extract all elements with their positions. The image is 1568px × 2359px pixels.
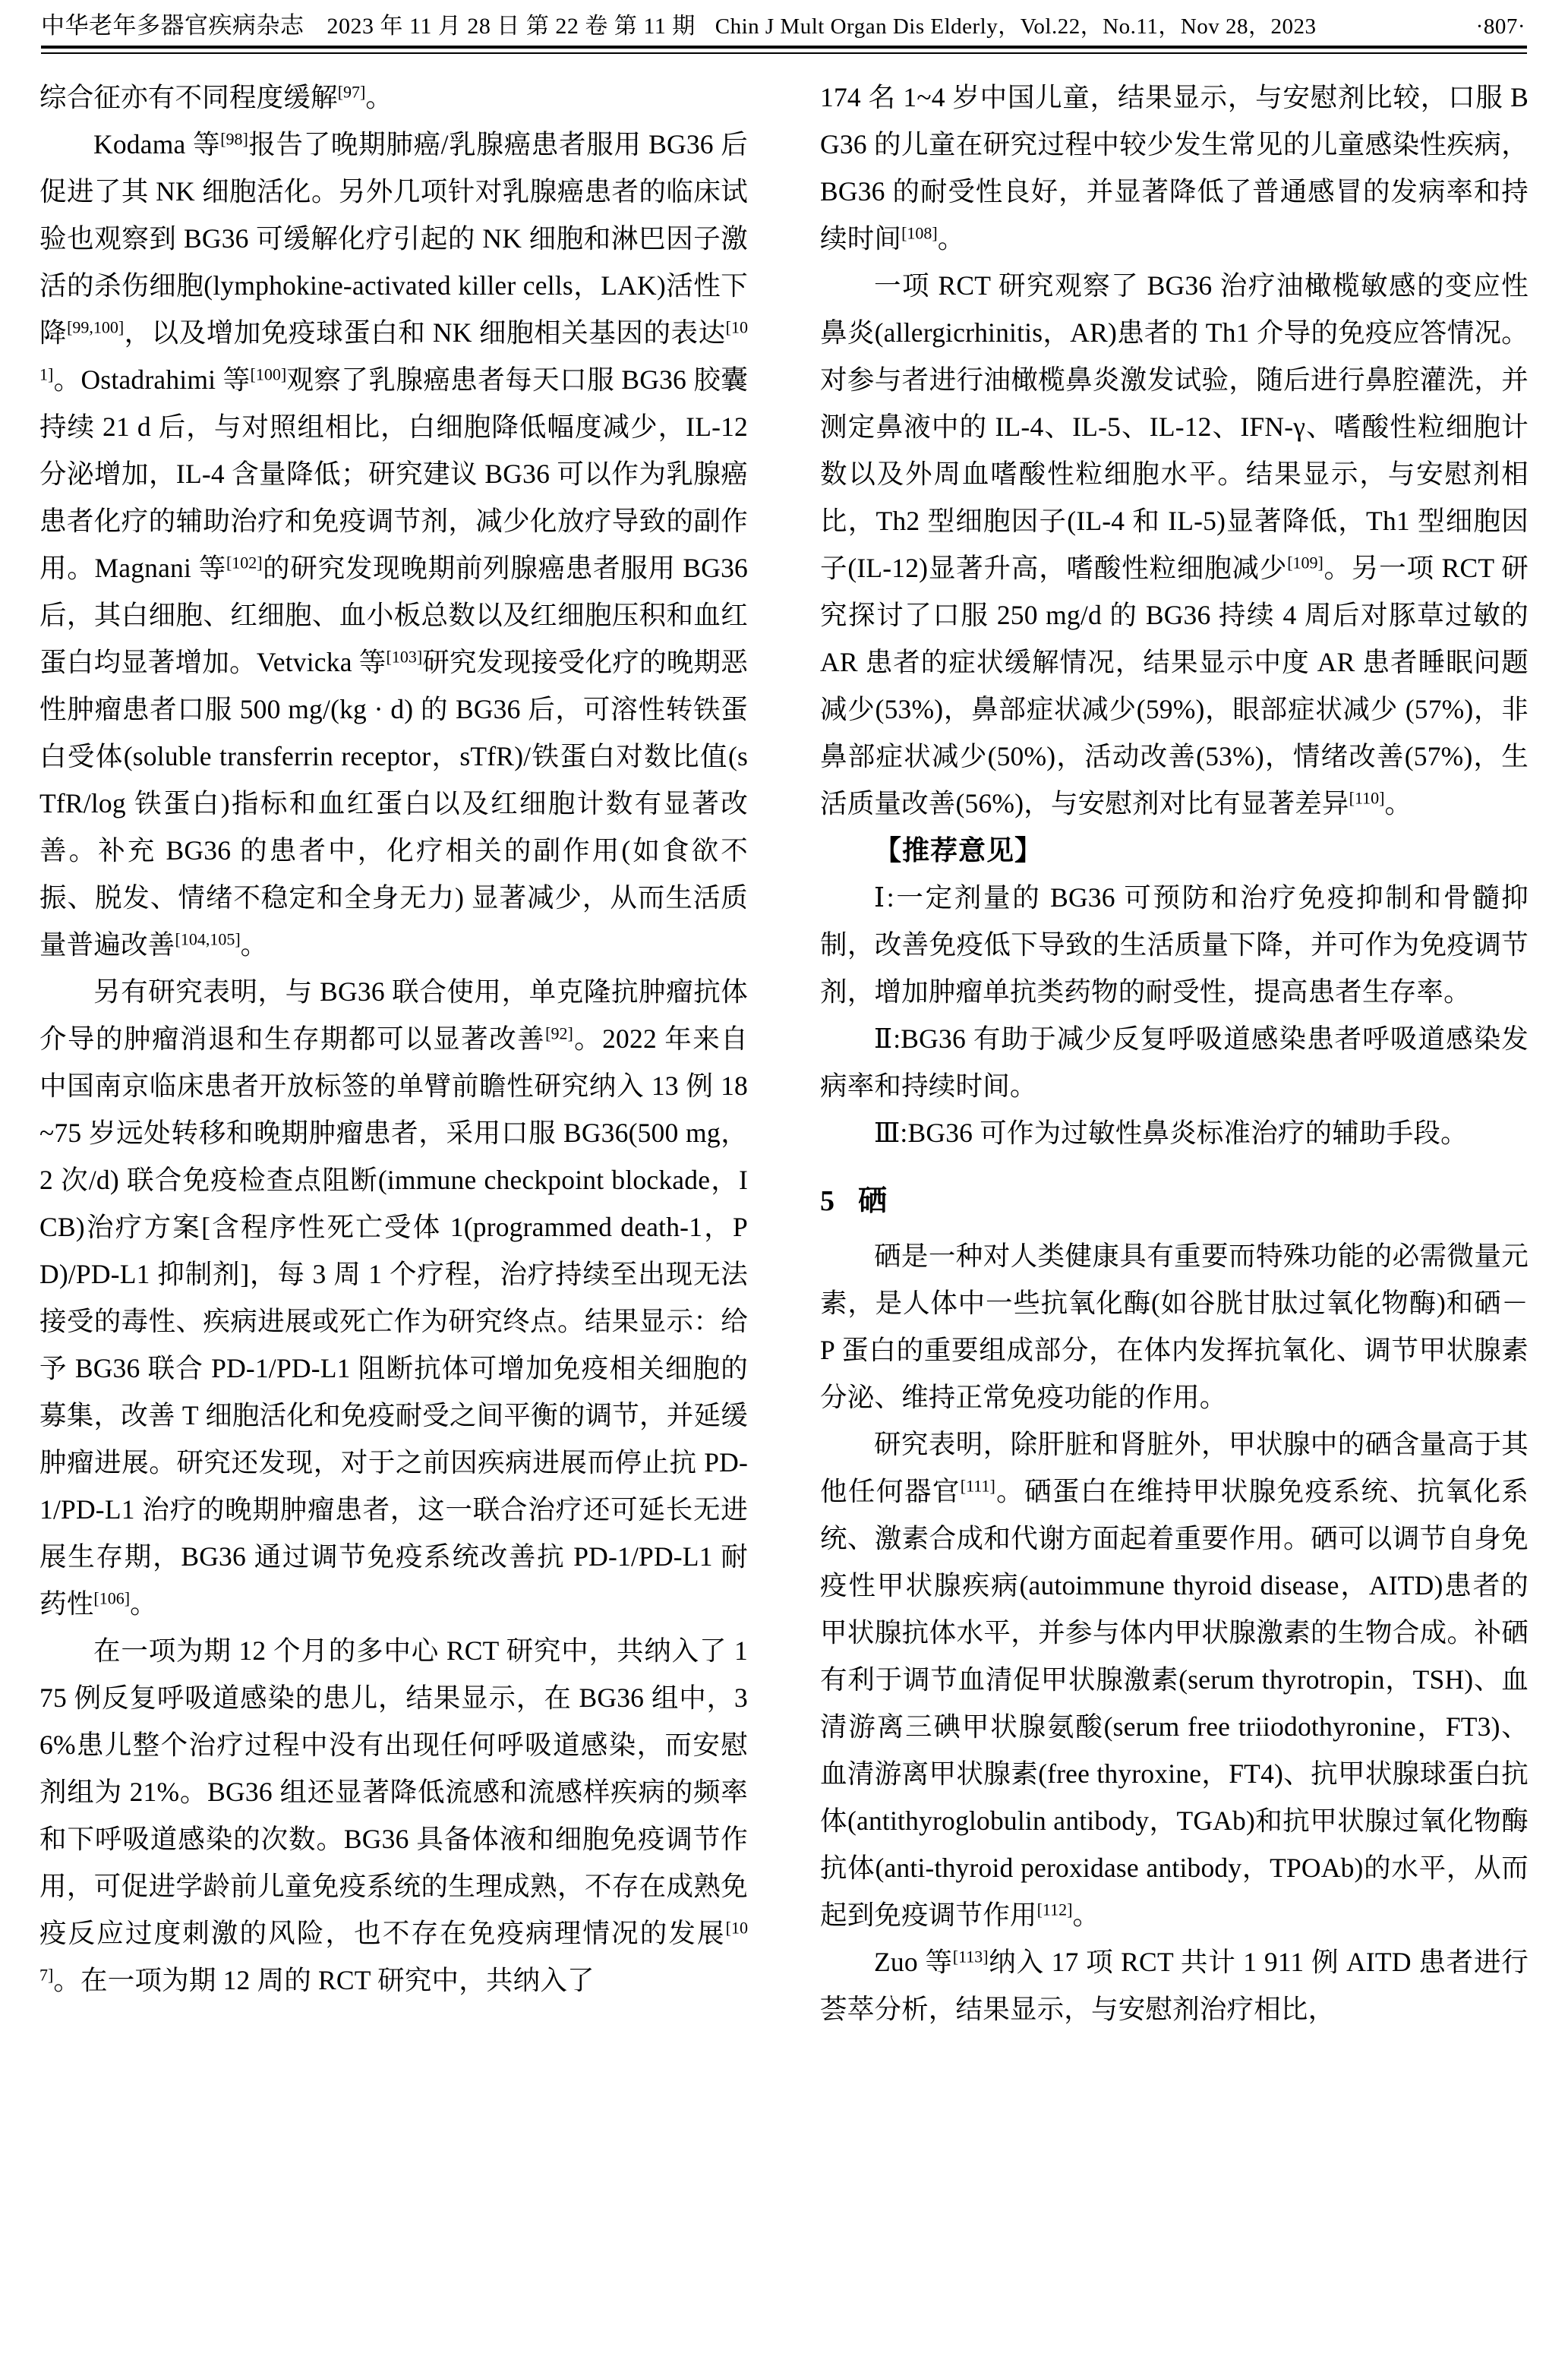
text-run: 。Ostadrahimi 等 xyxy=(53,364,251,395)
text-run: 研究表明，除肝脏和肾脏外，甲状腺中的硒含量高于其他任何器官 xyxy=(820,1429,1529,1506)
paragraph-allergic-rhinitis xyxy=(820,262,1529,827)
text-run: 研究发现接受化疗的晚期恶性肿瘤患者口服 500 mg/(kg · d) 的 BG36 后，可溶性转铁蛋白受体(soluble transferrin receptor，sTfR)/铁蛋白对数比值(sTfR/log 铁蛋白)指标和血红蛋白以及红细胞计数有显著改善。补充 BG36 的患者中，化疗相关的副作用(如食欲不振、脱发、情绪不稳定和全身无力) 显著减少，从而生活质量普遍改善 xyxy=(39,647,748,960)
running-head-date-cn: 2023 年 11 月 28 日 第 22 卷 第 11 期 xyxy=(327,14,696,39)
paragraph-selenium-intro: 硒是一种对人类健康具有重要而特殊功能的必需微量元素，是人体中一些抗氧化酶(如谷胱甘肽过氧化物酶)和硒－P 蛋白的重要组成部分，在体内发挥抗氧化、调节甲状腺素分泌、维持正常免疫功能的作用。 xyxy=(820,1241,1529,1412)
citation-ref: [92] xyxy=(545,1023,573,1043)
recommendation-item-1: Ⅰ:一定剂量的 BG36 可预防和治疗免疫抑制和骨髓抑制，改善免疫低下导致的生活质量下降，并可作为免疫调节剂，增加肿瘤单抗类药物的耐受性，提高患者生存率。 xyxy=(820,882,1529,1007)
paragraph-zuo-meta-analysis xyxy=(820,1938,1529,2033)
paragraph-selenium-thyroid xyxy=(820,1421,1529,1938)
citation-ref: [113] xyxy=(952,1947,989,1966)
text-run: 174 名 1~4 岁中国儿童，结果显示，与安慰剂比较，口服 BG36 的儿童在研究过程中较少发生常见的儿童感染性疾病，BG36 的耐受性良好，并显著降低了普通感冒的发病率和持续时间 xyxy=(820,82,1529,254)
citation-ref: [111] xyxy=(960,1476,995,1496)
text-run: 。另一项 RCT 研究探讨了口服 250 mg/d 的 BG36 持续 4 周后对豚草过敏的 AR 患者的症状缓解情况，结果显示中度 AR 患者睡眠问题减少(53%)，鼻部症状减少(59%)，眼部症状减少 (57%)，非鼻部症状减少(50%)，活动改善(53%)，情绪改善(57%)，生活质量改善(56%)，与安慰剂对比有显著差异 xyxy=(820,553,1529,818)
paragraph-rct-12-month xyxy=(39,1627,748,2004)
text-run: Zuo 等 xyxy=(874,1947,953,1977)
text-run: 。 xyxy=(365,82,393,112)
text-run: Kodama 等 xyxy=(93,129,221,159)
text-run: 。 xyxy=(1384,788,1412,818)
text-run: 。 xyxy=(130,1588,157,1619)
running-head xyxy=(39,14,1529,38)
divider-thin-line xyxy=(41,52,1527,54)
right-column xyxy=(820,74,1529,2033)
citation-ref: [104,105] xyxy=(175,929,241,949)
citation-ref: [106] xyxy=(93,1588,131,1608)
page-number: ·807· xyxy=(1475,14,1525,39)
citation-ref: [107] xyxy=(39,1918,748,1985)
two-column-body xyxy=(39,74,1529,2033)
citation-ref: [103] xyxy=(386,647,423,667)
text-run: 在一项为期 12 个月的多中心 RCT 研究中，共纳入了 175 例反复呼吸道感染的患儿，结果显示，在 BG36 组中，36%患儿整个治疗过程中没有出现任何呼吸道感染，而安慰剂组为 21%。BG36 组还显著降低流感和流感样疾病的频率和下呼吸道感染的次数。BG36 具备体液和细胞免疫调节作用，可促进学龄前儿童免疫系统的生理成熟，不存在成熟免疫反应过度刺激的风险，也不存在免疫病理情况的发展 xyxy=(39,1635,748,1948)
text-run: ，以及增加免疫球蛋白和 NK 细胞相关基因的表达 xyxy=(124,317,726,348)
citation-ref: [100] xyxy=(250,364,287,384)
text-run: 另有研究表明，与 BG36 联合使用，单克隆抗肿瘤抗体介导的肿瘤消退和生存期都可以显著改善 xyxy=(39,976,748,1054)
text-run: 报告了晚期肺癌/乳腺癌患者服用 BG36 后促进了其 NK 细胞活化。另外几项针对乳腺癌患者的临床试验也观察到 BG36 可缓解化疗引起的 NK 细胞和淋巴因子激活的杀伤细胞(lymphokine-activated killer cells，LAK)活性下降 xyxy=(39,129,748,348)
divider-thick-line xyxy=(41,46,1527,49)
paragraph-rct-12-week-continued xyxy=(820,74,1529,262)
paragraph-kodama xyxy=(39,121,748,968)
citation-ref: [98] xyxy=(220,129,248,149)
text-run: 。 xyxy=(1072,1900,1100,1930)
paragraph-monoclonal-antibody xyxy=(39,968,748,1627)
citation-ref: [110] xyxy=(1349,788,1385,808)
running-head-journal-en: Chin J Mult Organ Dis Elderly，Vol.22，No.11，Nov 28，2023 xyxy=(715,14,1317,39)
text-run: 的研究发现晚期前列腺癌患者服用 BG36 后，其白细胞、红细胞、血小板总数以及红细胞压积和血红蛋白均显著增加。Vetvicka 等 xyxy=(39,553,748,677)
citation-ref: [99,100] xyxy=(67,317,125,337)
citation-ref: [109] xyxy=(1287,553,1323,572)
text-run: 。 xyxy=(937,223,965,254)
text-run: 纳入 17 项 RCT 共计 1 911 例 AITD 患者进行荟萃分析，结果显示，与安慰剂治疗相比， xyxy=(820,1947,1529,2024)
recommendation-item-3: Ⅲ:BG36 可作为过敏性鼻炎标准治疗的辅助手段。 xyxy=(874,1118,1468,1148)
text-run: 观察了乳腺癌患者每天口服 BG36 胶囊持续 21 d 后，与对照组相比，白细胞降低幅度减少，IL-12 分泌增加，IL-4 含量降低；研究建议 BG36 可以作为乳腺癌患者化疗的辅助治疗和免疫调节剂，减少化放疗导致的副作用。Magnani 等 xyxy=(39,364,748,583)
running-head-journal-cn: 中华老年多器官疾病杂志 xyxy=(41,12,304,39)
recommendation-heading: 【推荐意见】 xyxy=(874,835,1043,866)
text-run: 。2022 年来自中国南京临床患者开放标签的单臂前瞻性研究纳入 13 例 18~75 岁远处转移和晚期肿瘤患者，采用口服 BG36(500 mg，2 次/d) 联合免疫检查点阻断(immune checkpoint blockade，ICB)治疗方案[含程序性死亡受体 1(programmed death-1，PD)/PD-L1 抑制剂]，每 3 周 1 个疗程，治疗持续至出现无法接受的毒性、疾病进展或死亡作为研究终点。结果显示：给予 BG36 联合 PD-1/PD-L1 阻断抗体可增加免疫相关细胞的募集，改善 T 细胞活化和免疫耐受之间平衡的调节，并延缓肿瘤进展。研究还发现，对于之前因疾病进展而停止抗 PD-1/PD-L1 治疗的晚期肿瘤患者，这一联合治疗还可延长无进展生存期，BG36 通过调节免疫系统改善抗 PD-1/PD-L1 耐药性 xyxy=(39,1023,748,1619)
citation-ref: [101] xyxy=(39,317,748,384)
citation-ref: [112] xyxy=(1036,1900,1073,1919)
citation-ref: [102] xyxy=(226,553,263,572)
text-run: 。在一项为期 12 周的 RCT 研究中，共纳入了 xyxy=(53,1965,595,1995)
citation-ref: [97] xyxy=(337,82,366,102)
section-number: 5 xyxy=(820,1185,835,1217)
left-column xyxy=(39,74,748,2004)
section-heading-selenium xyxy=(820,1179,1529,1223)
text-run: 综合征亦有不同程度缓解 xyxy=(39,82,338,112)
citation-ref: [108] xyxy=(901,223,938,243)
text-run: 一项 RCT 研究观察了 BG36 治疗油橄榄敏感的变应性鼻炎(allergicrhinitis，AR)患者的 Th1 介导的免疫应答情况。对参与者进行油橄榄鼻炎激发试验，随后进行鼻腔灌洗，并测定鼻液中的 IL-4、IL-5、IL-12、IFN-γ、嗜酸性粒细胞计数以及外周血嗜酸性粒细胞水平。结果显示，与安慰剂相比，Th2 型细胞因子(IL-4 和 IL-5)显著降低，Th1 型细胞因子(IL-12)显著升高，嗜酸性粒细胞减少 xyxy=(820,270,1529,583)
text-run: 。硒蛋白在维持甲状腺免疫系统、抗氧化系统、激素合成和代谢方面起着重要作用。硒可以调节自身免疫性甲状腺疾病(autoimmune thyroid disease，AITD)患者的甲状腺抗体水平，并参与体内甲状腺激素的生物合成。补硒有利于调节血清促甲状腺激素(serum thyrotropin，TSH)、血清游离三碘甲状腺氨酸(serum free triiodothyronine，FT3)、血清游离甲状腺素(free thyroxine，FT4)、抗甲状腺球蛋白抗体(antithyroglobulin antibody，TGAb)和抗甲状腺过氧化物酶抗体(anti-thyroid peroxidase antibody，TPOAb)的水平，从而起到免疫调节作用 xyxy=(820,1476,1529,1930)
paragraph-continued xyxy=(39,74,748,121)
header-divider xyxy=(39,46,1529,54)
text-run: 。 xyxy=(240,929,268,960)
section-title: 硒 xyxy=(858,1185,888,1217)
recommendation-item-2: Ⅱ:BG36 有助于减少反复呼吸道感染患者呼吸道感染发病率和持续时间。 xyxy=(820,1023,1529,1101)
